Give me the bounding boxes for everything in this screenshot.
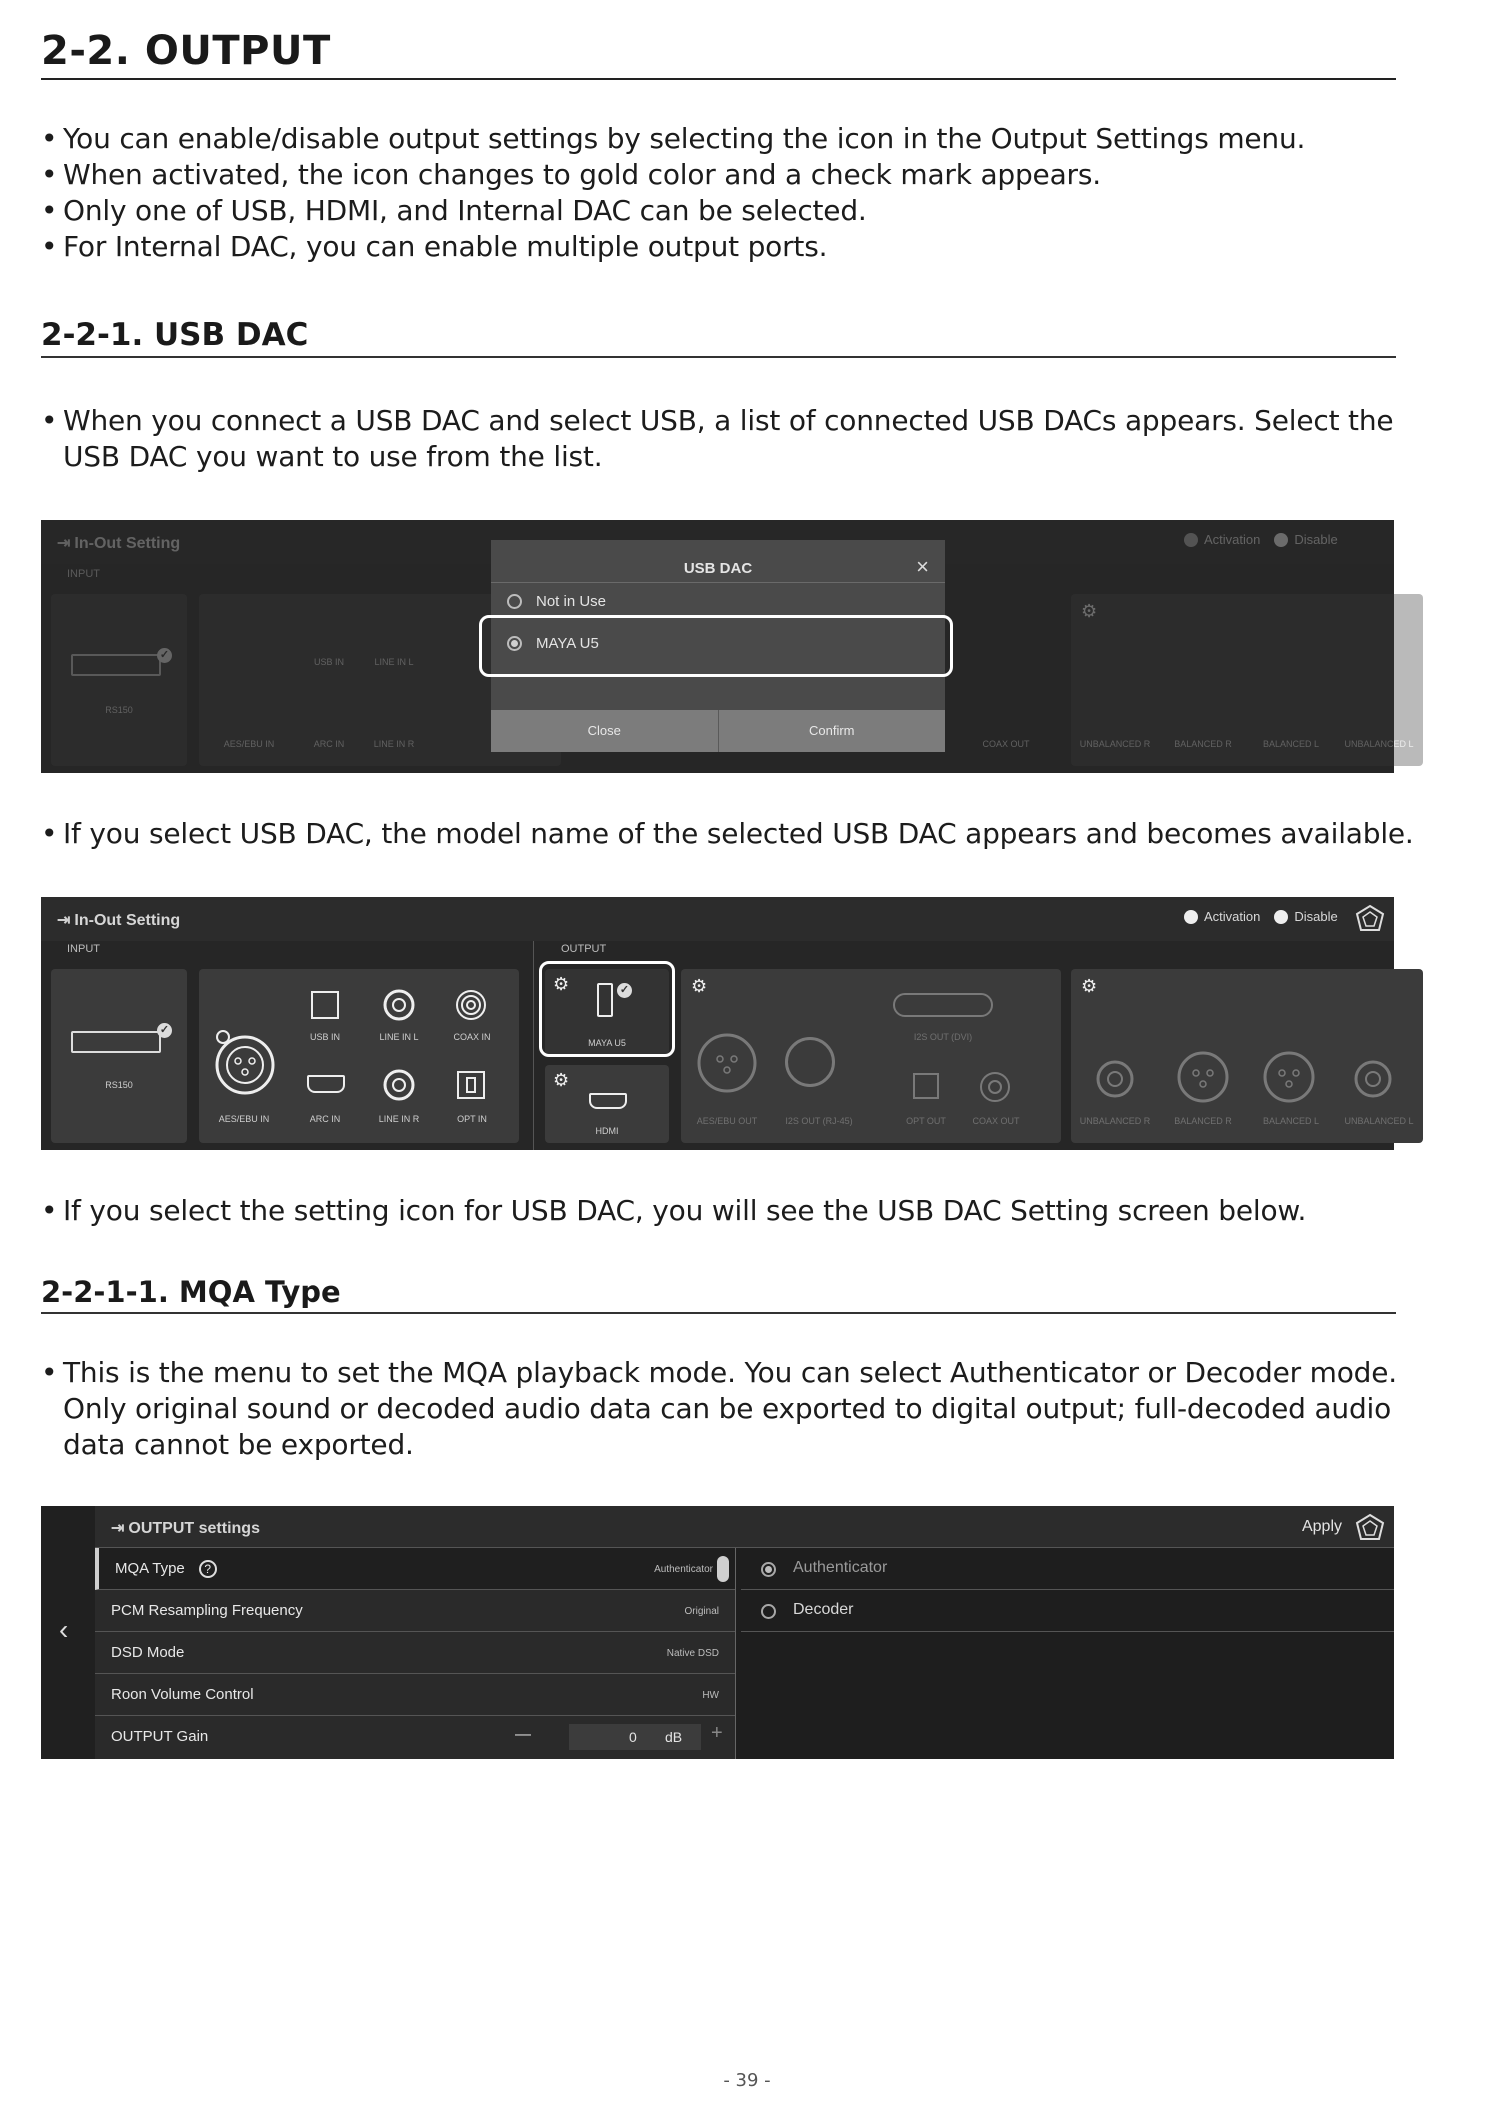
setting-row-output-gain xyxy=(95,1716,735,1758)
option-decoder[interactable] xyxy=(741,1590,1394,1632)
option-not-in-use[interactable]: Not in Use xyxy=(507,593,606,610)
analog-output-panel[interactable]: ⚙ UNBALANCED R BALANCED R BALANCED L UNBALANCED L xyxy=(1071,969,1423,1143)
input-ports-panel: AES/EBU IN USB IN LINE IN L COAX IN ARC IN LINE IN R OPT IN xyxy=(199,969,519,1143)
setting-label: Roon Volume Control xyxy=(111,1686,254,1703)
settings-title: ⇥ OUTPUT settings xyxy=(111,1520,260,1537)
check-icon: ✓ xyxy=(157,648,172,663)
gain-value: 0 xyxy=(629,1729,637,1745)
gear-icon[interactable]: ⚙ xyxy=(1081,976,1098,996)
help-icon[interactable]: ? xyxy=(199,1560,217,1578)
input-ports-panel: AES/EBU IN USB IN LINE IN L ARC IN LINE IN R xyxy=(199,594,561,766)
app-title: ⇥ In-Out Setting xyxy=(57,912,181,929)
minus-button[interactable]: — xyxy=(515,1726,531,1743)
output-arrow-icon: ⇥ xyxy=(111,1520,125,1537)
list-item: • If you select the setting icon for USB DAC, you will see the USB DAC Setting screen below. xyxy=(41,1193,1421,1229)
plus-button[interactable]: + xyxy=(711,1722,723,1744)
option-label: Decoder xyxy=(793,1601,854,1618)
scroll-handle[interactable] xyxy=(717,1556,729,1582)
setting-row-pcm-resampling[interactable] xyxy=(95,1590,735,1632)
section-heading-mqa-type: 2-2-1-1. MQA Type xyxy=(41,1272,1396,1314)
input-section-label: INPUT xyxy=(67,568,100,580)
hdmi-icon xyxy=(589,1093,627,1109)
logo-icon[interactable] xyxy=(1354,1512,1386,1544)
list-item: • When activated, the icon changes to gold color and a check mark appears. xyxy=(41,157,1421,193)
intro-bullet-list xyxy=(41,121,1421,265)
legend: Activation Disable xyxy=(1184,532,1338,547)
device-name: RS150 xyxy=(105,705,133,715)
digital-output-panel[interactable]: ⚙ I2S OUT (DVI) AES/EBU OUT I2S OUT (RJ-45) OPT OUT COAX OUT xyxy=(681,969,1061,1143)
option-maya-u5[interactable]: MAYA U5 xyxy=(507,635,599,652)
usb-dac-model: MAYA U5 xyxy=(588,1038,626,1048)
screenshot-usb-dac-selected xyxy=(41,897,1414,1150)
check-icon: ✓ xyxy=(157,1023,172,1038)
close-button[interactable]: Close xyxy=(491,710,718,752)
setting-label: MQA Type ? xyxy=(115,1560,217,1578)
setting-row-roon-volume[interactable] xyxy=(95,1674,735,1716)
setting-value: HW xyxy=(702,1690,719,1701)
check-icon: ✓ xyxy=(617,983,632,998)
analog-output-panel: ⚙ UNBALANCED R BALANCED R BALANCED L UNBALANCED L xyxy=(1071,594,1423,766)
page-number: - 39 - xyxy=(723,2070,771,2091)
gear-icon[interactable]: ⚙ xyxy=(1081,601,1098,621)
hdmi-output-panel[interactable]: ⚙ HDMI xyxy=(545,1065,669,1143)
coax-icon[interactable] xyxy=(455,989,487,1021)
dialog-title: USB DAC xyxy=(683,560,753,577)
xlr-icon xyxy=(1261,1049,1317,1105)
disable-dot-icon xyxy=(1274,533,1288,547)
legend: Activation Disable xyxy=(1184,909,1338,924)
device-icon xyxy=(71,654,161,676)
rca-icon xyxy=(1353,1059,1393,1099)
list-item: • Only one of USB, HDMI, and Internal DAC can be selected. xyxy=(41,193,1421,229)
highlight-box xyxy=(479,615,953,677)
gear-icon[interactable]: ⚙ xyxy=(691,976,708,996)
output-section-label: OUTPUT xyxy=(561,943,607,955)
activation-dot-icon xyxy=(1184,533,1198,547)
section-heading-usb-dac: 2-2-1. USB DAC xyxy=(41,314,1396,358)
option-authenticator[interactable] xyxy=(741,1548,1394,1590)
setting-value: Native DSD xyxy=(666,1648,719,1659)
xlr-icon xyxy=(695,1025,759,1101)
back-chevron-icon[interactable]: ‹ xyxy=(59,1614,69,1645)
setting-label: PCM Resampling Frequency xyxy=(111,1602,303,1619)
setting-value: Authenticator xyxy=(654,1564,713,1575)
optical-icon xyxy=(913,1073,939,1099)
radio-icon xyxy=(761,1604,776,1619)
input-arrow-icon: ⇥ xyxy=(57,535,71,552)
optical-icon[interactable] xyxy=(457,1071,485,1099)
device-name: RS150 xyxy=(105,1080,133,1090)
input-arrow-icon: ⇥ xyxy=(57,912,71,929)
setting-value: Original xyxy=(684,1606,719,1617)
apply-button[interactable]: Apply xyxy=(1301,1518,1342,1535)
setting-label: OUTPUT Gain xyxy=(111,1728,209,1745)
usb-bullet-list xyxy=(41,403,1411,475)
coax-icon xyxy=(979,1071,1011,1103)
xlr-icon[interactable] xyxy=(213,1027,277,1103)
usb-bullet-list-2 xyxy=(41,816,1421,852)
gain-unit: dB xyxy=(665,1729,683,1745)
close-icon[interactable]: × xyxy=(916,554,929,579)
rca-icon[interactable] xyxy=(383,1069,415,1101)
hdmi-icon[interactable] xyxy=(307,1075,345,1093)
confirm-button[interactable]: Confirm xyxy=(718,710,946,752)
disable-dot-icon xyxy=(1274,910,1288,924)
section-heading-output: 2-2. OUTPUT xyxy=(41,26,1396,80)
rca-icon xyxy=(1095,1059,1135,1099)
setting-label: DSD Mode xyxy=(111,1644,185,1661)
gear-icon[interactable]: ⚙ xyxy=(553,974,570,994)
gain-field[interactable] xyxy=(569,1724,701,1750)
list-item: • This is the menu to set the MQA playback mode. You can select Authenticator or Decoder mode. Only original sound or decoded audio data can be exported to digital output; full-decoded audio data cannot be exported. xyxy=(41,1355,1416,1463)
activation-dot-icon xyxy=(1184,910,1198,924)
rca-icon[interactable] xyxy=(383,989,415,1021)
mqa-bullet-list xyxy=(41,1355,1416,1463)
list-item: • You can enable/disable output settings by selecting the icon in the Output Settings menu. xyxy=(41,121,1421,157)
highlight-box xyxy=(539,961,675,1057)
rj45-icon xyxy=(785,1037,835,1087)
app-title: ⇥ In-Out Setting xyxy=(57,535,181,552)
option-label: Authenticator xyxy=(793,1559,888,1576)
list-item: • If you select USB DAC, the model name of the selected USB DAC appears and becomes available. xyxy=(41,816,1421,852)
gear-icon[interactable]: ⚙ xyxy=(553,1070,570,1090)
device-icon xyxy=(71,1031,161,1053)
device-panel[interactable] xyxy=(51,594,187,766)
dvi-icon xyxy=(893,993,993,1017)
list-item: • When you connect a USB DAC and select USB, a list of connected USB DACs appears. Select the USB DAC you want to use from the list. xyxy=(41,403,1411,475)
screenshot-output-settings xyxy=(41,1506,1394,1759)
list-item: • For Internal DAC, you can enable multiple output ports. xyxy=(41,229,1421,265)
input-section-label: INPUT xyxy=(67,943,100,955)
radio-icon xyxy=(507,594,522,609)
screenshot-usb-dac-select: ⇥ In-Out Setting INPUT ✓ RS150 AES/EBU IN USB IN LINE IN L ARC IN LINE IN R ⚙ UNBALANCED R BALANCED R BALANCED L UNBALANCED L COAX OUT Activation Disable USB DAC × Not in Use MAYA U5 Close Confirm xyxy=(41,520,1394,773)
radio-selected-icon xyxy=(761,1562,776,1577)
usb-bullet-list-3 xyxy=(41,1193,1421,1229)
setting-row-dsd-mode[interactable] xyxy=(95,1632,735,1674)
logo-icon[interactable] xyxy=(1354,903,1386,935)
usb-b-icon[interactable] xyxy=(311,991,339,1019)
xlr-icon xyxy=(1175,1049,1231,1105)
device-panel[interactable] xyxy=(51,969,187,1143)
setting-row-mqa-type[interactable] xyxy=(95,1548,735,1590)
